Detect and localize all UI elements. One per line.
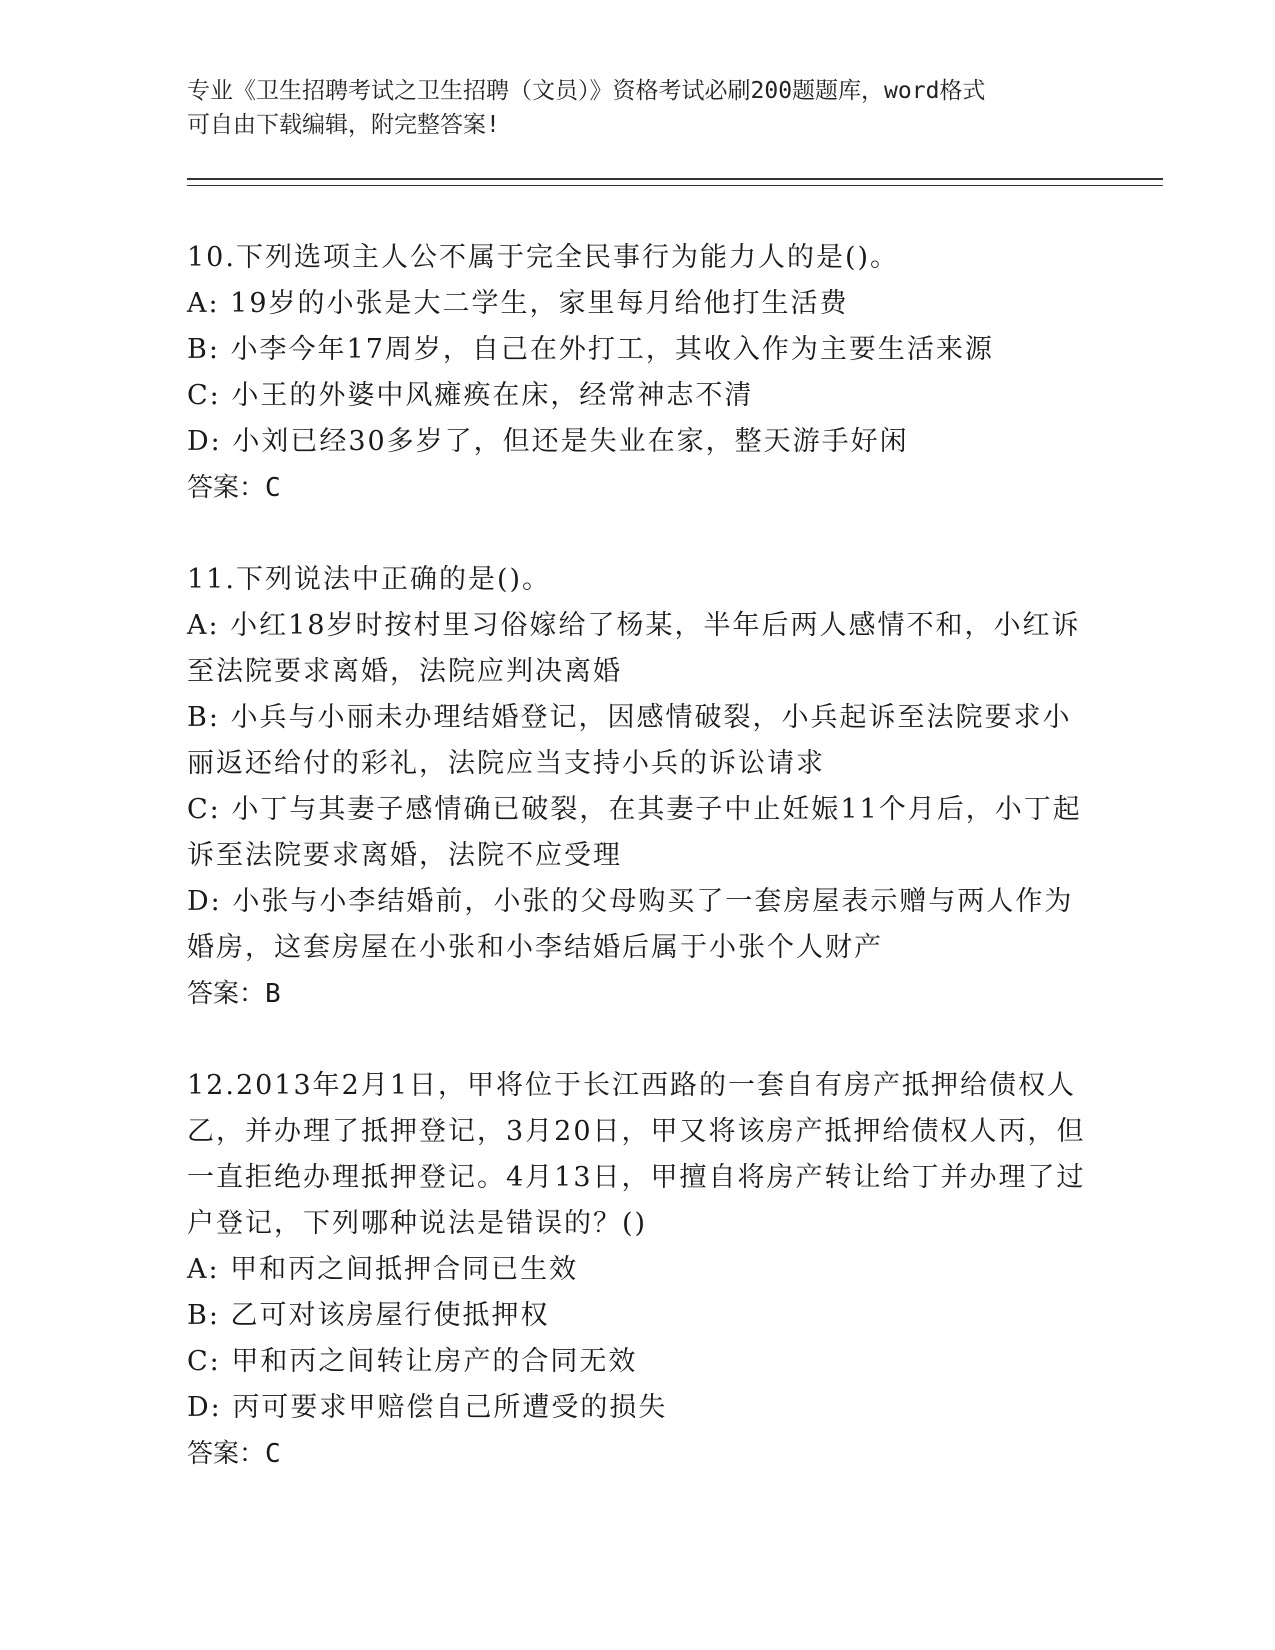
header-title-line-1: 专业《卫生招聘考试之卫生招聘（文员）》资格考试必刷200题题库，word格式 <box>187 78 986 104</box>
option-c: C: 甲和丙之间转让房产的合同无效 <box>187 1346 638 1377</box>
option-d: D: 小刘已经30多岁了，但还是失业在家，整天游手好闲 <box>187 426 909 457</box>
question-stem: 11.下列说法中正确的是()。 <box>187 564 552 595</box>
answer: 答案：B <box>187 979 281 1009</box>
option-a: A: 19岁的小张是大二学生，家里每月给他打生活费 <box>187 288 849 319</box>
answer: 答案：C <box>187 1439 281 1469</box>
question-stem: 12.2013年2月1日，甲将位于长江西路的一套自有房产抵押给债权人乙，并办理了抵押登记，3月20日，甲又将该房产抵押给债权人丙，但一直拒绝办理抵押登记。4月13日，甲擅自将房产转让给丁并办理了过户登记，下列哪种说法是错误的？() <box>187 1070 1086 1239</box>
option-b: B: 小李今年17周岁，自己在外打工，其收入作为主要生活来源 <box>187 334 994 365</box>
answer: 答案：C <box>187 473 281 503</box>
option-d: D: 小张与小李结婚前，小张的父母购买了一套房屋表示赠与两人作为婚房，这套房屋在小张和小李结婚后属于小张个人财产 <box>187 886 1074 963</box>
option-b: B: 小兵与小丽未办理结婚登记，因感情破裂，小兵起诉至法院要求小丽返还给付的彩礼，法院应当支持小兵的诉讼请求 <box>187 702 1072 779</box>
option-b: B: 乙可对该房屋行使抵押权 <box>187 1300 550 1331</box>
question-list <box>187 235 1087 1523</box>
header-divider <box>187 178 1163 186</box>
question-10 <box>187 235 1087 511</box>
question-11 <box>187 557 1087 1017</box>
option-a: A: 小红18岁时按村里习俗嫁给了杨某，半年后两人感情不和，小红诉至法院要求离婚，法院应判决离婚 <box>187 610 1081 687</box>
header-title-line-2: 可自由下载编辑，附完整答案! <box>187 112 500 138</box>
option-c: C: 小丁与其妻子感情确已破裂，在其妻子中止妊娠11个月后，小丁起诉至法院要求离婚，法院不应受理 <box>187 794 1082 871</box>
document-header <box>187 74 1087 142</box>
question-stem: 10.下列选项主人公不属于完全民事行为能力人的是()。 <box>187 242 900 273</box>
option-d: D: 丙可要求甲赔偿自己所遭受的损失 <box>187 1392 668 1423</box>
option-c: C: 小王的外婆中风瘫痪在床，经常神志不清 <box>187 380 754 411</box>
question-12 <box>187 1063 1087 1477</box>
option-a: A: 甲和丙之间抵押合同已生效 <box>187 1254 579 1285</box>
